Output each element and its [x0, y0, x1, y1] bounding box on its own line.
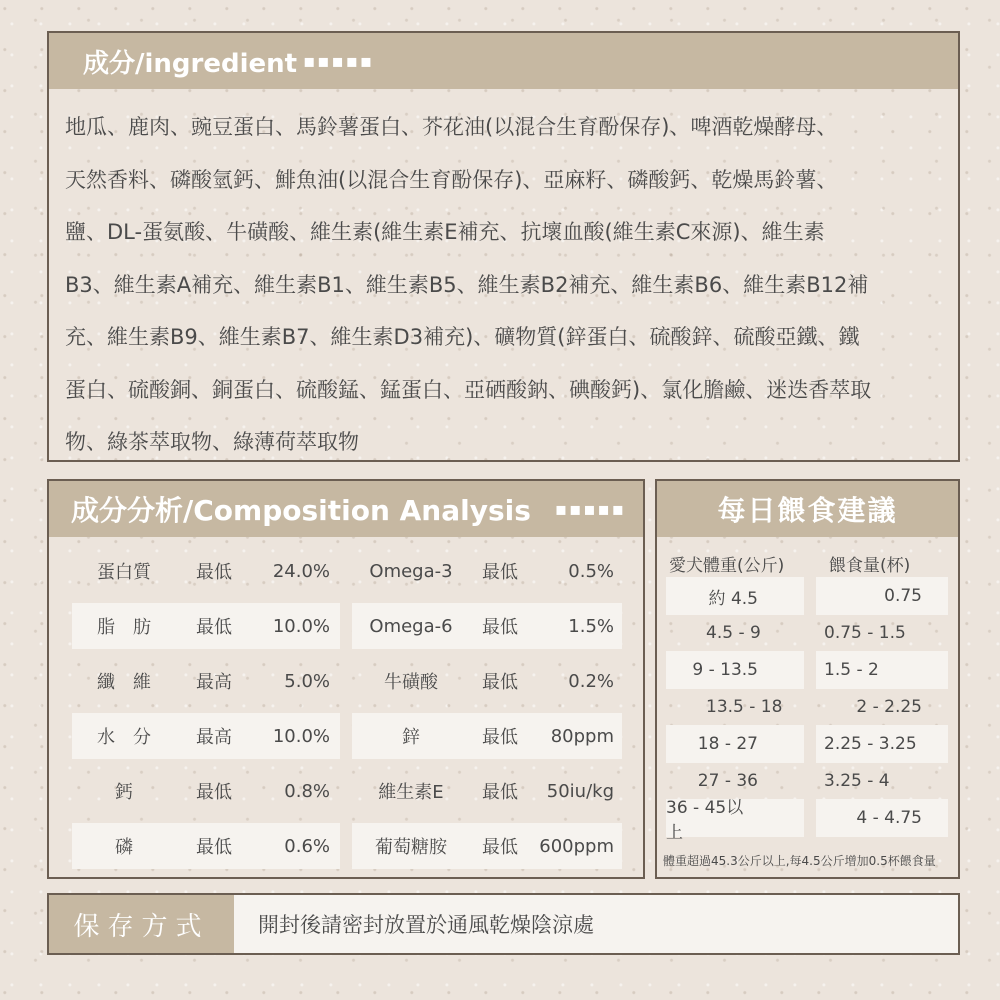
composition-row	[72, 713, 622, 759]
feeding-row	[666, 651, 948, 689]
nutrient-name: 水 分	[97, 727, 151, 748]
nutrient-name: 脂 肪	[97, 617, 151, 638]
nutrient-type: 最低	[196, 562, 232, 583]
feeding-row	[666, 614, 948, 652]
nutrient-value: 50iu/kg	[546, 780, 614, 802]
feeding-amount: 0.75	[816, 577, 948, 615]
composition-cell-right	[352, 548, 622, 594]
nutrient-value: 5.0%	[284, 670, 330, 692]
composition-cell-left	[72, 713, 340, 759]
feeding-weight: 36 - 45以上	[666, 799, 804, 837]
ingredients-line: 物、綠茶萃取物、綠薄荷萃取物	[65, 430, 359, 454]
ingredients-line: 天然香料、磷酸氫鈣、鯡魚油(以混合生育酚保存)、亞麻籽、磷酸鈣、乾燥馬鈴薯、	[65, 167, 838, 192]
nutrient-name: Omega-6	[369, 615, 453, 637]
feeding-weight: 27 - 36	[697, 771, 758, 791]
feeding-row	[666, 577, 948, 615]
composition-row	[72, 548, 622, 594]
nutrient-type: 最低	[482, 837, 518, 858]
nutrient-value: 0.5%	[568, 560, 614, 582]
nutrient-name: 磷	[115, 837, 133, 858]
nutrient-type: 最低	[482, 727, 518, 748]
nutrient-name: 鈣	[115, 782, 133, 803]
composition-cell-left	[72, 548, 340, 594]
nutrient-value: 600ppm	[539, 835, 614, 857]
storage-label: 保存方式	[49, 895, 234, 953]
feeding-row	[666, 725, 948, 763]
ingredients-line: 地瓜、鹿肉、豌豆蛋白、馬鈴薯蛋白、芥花油(以混合生育酚保存)、啤酒乾燥酵母、	[65, 115, 838, 139]
feeding-amount: 4 - 4.75	[816, 799, 948, 837]
composition-cell-left	[72, 603, 340, 649]
feeding-weight: 18 - 27	[666, 725, 804, 763]
ingredients-line: 鹽、DL-蛋氨酸、牛磺酸、維生素(維生素E補充、抗壞血酸(維生素C來源)、維生素	[65, 220, 825, 244]
composition-section	[47, 479, 645, 879]
nutrient-name: 維生素E	[378, 782, 444, 803]
nutrient-value: 10.0%	[272, 615, 330, 637]
ingredients-dots: ▪▪▪▪▪	[303, 50, 375, 72]
nutrient-type: 最高	[196, 727, 232, 748]
feeding-title: 每日餵食建議	[717, 494, 898, 527]
nutrient-name: 牛磺酸	[384, 672, 438, 693]
composition-cell-right	[352, 768, 622, 814]
feeding-weight: 4.5 - 9	[706, 623, 761, 643]
storage-value: 開封後請密封放置於通風乾燥陰涼處	[234, 895, 958, 953]
feeding-amount: 3.25 - 4	[824, 771, 890, 791]
nutrient-type: 最低	[482, 782, 518, 803]
nutrient-type: 最低	[482, 617, 518, 638]
composition-cell-right	[352, 823, 622, 869]
nutrient-name: Omega-3	[369, 560, 453, 582]
nutrient-name: 葡萄糖胺	[375, 837, 447, 858]
composition-dots: ▪▪▪▪▪	[554, 498, 626, 520]
ingredients-line: B3、維生素A補充、維生素B1、維生素B5、維生素B2補充、維生素B6、維生素B12補	[65, 272, 869, 297]
ingredients-line: 充、維生素B9、維生素B7、維生素D3補充)、礦物質(鋅蛋白、硫酸鋅、硫酸亞鐵、鐵	[65, 325, 860, 349]
composition-cell-left	[72, 768, 340, 814]
feeding-weight: 9 - 13.5	[666, 651, 804, 689]
feeding-amount: 1.5 - 2	[816, 651, 948, 689]
composition-cell-right	[352, 603, 622, 649]
feeding-col-weight: 愛犬體重(公斤)	[669, 556, 785, 576]
feeding-col-amount: 餵食量(杯)	[829, 556, 911, 576]
nutrient-value: 10.0%	[272, 725, 330, 747]
composition-title: 成分分析/Composition Analysis	[71, 494, 531, 527]
nutrient-name: 鋅	[402, 727, 420, 748]
feeding-header	[657, 481, 958, 537]
storage-section	[47, 893, 960, 955]
feeding-row	[666, 688, 948, 726]
nutrient-value: 0.8%	[284, 780, 330, 802]
nutrient-name: 蛋白質	[97, 562, 151, 583]
composition-cell-right	[352, 713, 622, 759]
nutrient-type: 最低	[482, 562, 518, 583]
nutrient-type: 最低	[196, 617, 232, 638]
ingredients-title: 成分/ingredient	[83, 48, 298, 79]
feeding-amount: 0.75 - 1.5	[824, 623, 906, 643]
ingredients-list	[65, 101, 946, 469]
nutrient-type: 最高	[196, 672, 232, 693]
composition-row	[72, 823, 622, 869]
nutrient-value: 80ppm	[550, 725, 614, 747]
nutrient-name: 纖 維	[97, 672, 151, 693]
nutrient-value: 0.2%	[568, 670, 614, 692]
nutrient-type: 最低	[196, 782, 232, 803]
composition-cell-right	[352, 658, 622, 704]
feeding-weight: 約 4.5	[666, 577, 804, 615]
feeding-note: 體重超過45.3公斤以上,每4.5公斤增加0.5杯餵食量	[663, 854, 936, 868]
composition-cell-left	[72, 823, 340, 869]
feeding-amount: 2 - 2.25	[856, 697, 922, 717]
composition-cell-left	[72, 658, 340, 704]
nutrient-value: 0.6%	[284, 835, 330, 857]
ingredients-line: 蛋白、硫酸銅、銅蛋白、硫酸錳、錳蛋白、亞硒酸鈉、碘酸鈣)、氯化膽鹼、迷迭香萃取	[65, 377, 872, 402]
feeding-amount: 2.25 - 3.25	[816, 725, 948, 763]
feeding-weight: 13.5 - 18	[706, 697, 783, 717]
composition-header	[49, 481, 643, 537]
composition-row	[72, 603, 622, 649]
ingredients-header	[49, 33, 958, 89]
feeding-row	[666, 798, 948, 843]
nutrient-type: 最低	[196, 837, 232, 858]
nutrient-type: 最低	[482, 672, 518, 693]
feeding-section	[655, 479, 960, 879]
nutrient-value: 24.0%	[272, 560, 330, 582]
composition-row	[72, 768, 622, 814]
nutrient-value: 1.5%	[568, 615, 614, 637]
ingredients-section	[47, 31, 960, 462]
composition-row	[72, 658, 622, 704]
